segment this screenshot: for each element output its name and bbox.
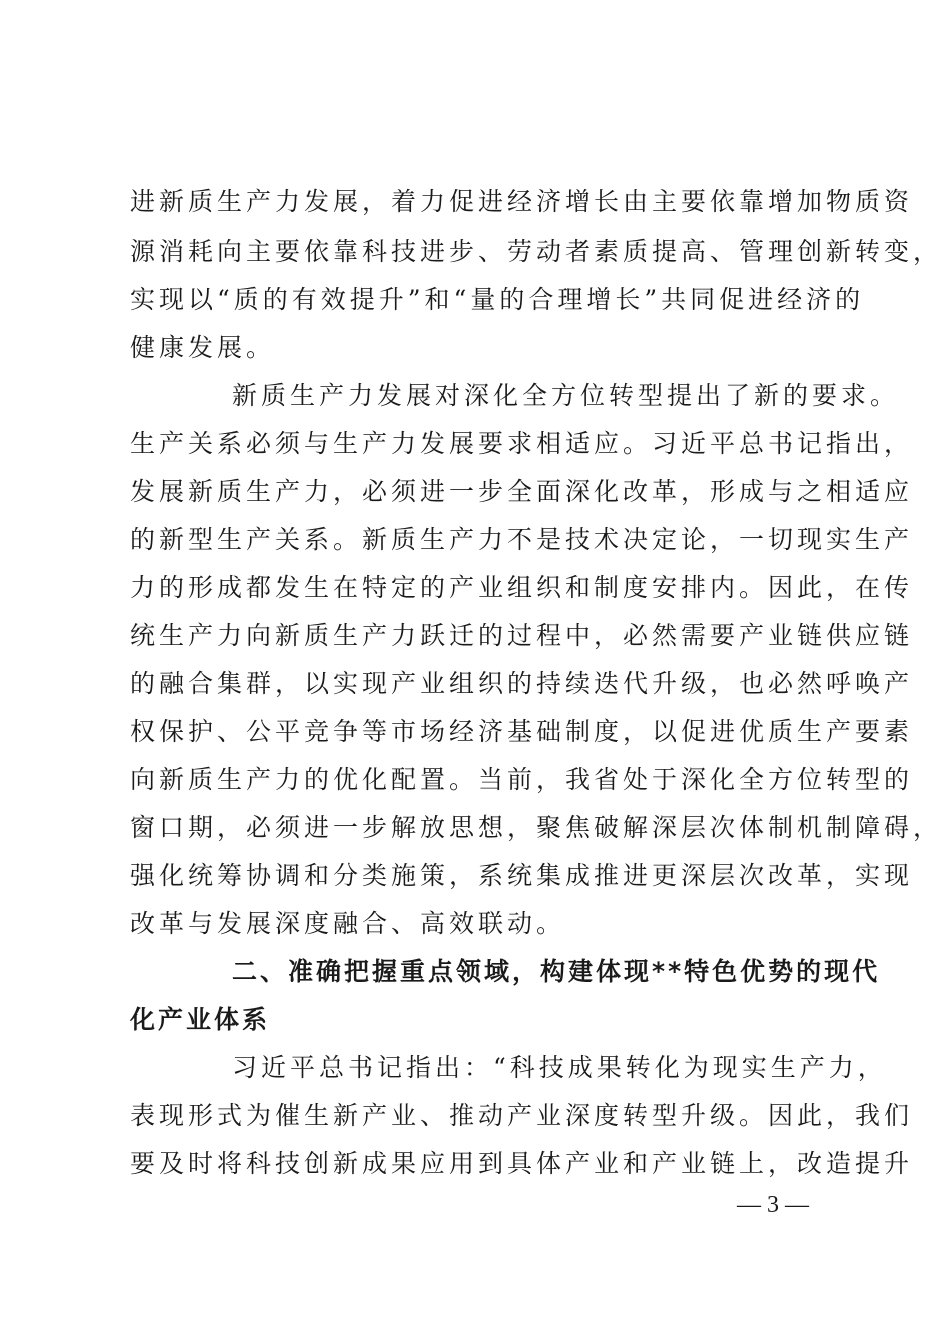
paragraph-line: 实现以“质的有效提升”和“量的合理增长”共同促进经济的 [130,285,865,314]
paragraph-line: 统生产力向新质生产力跃迁的过程中，必然需要产业链供应链 [130,621,914,650]
paragraph-line: 权保护、公平竞争等市场经济基础制度，以促进优质生产要素 [130,717,914,746]
paragraph-line: 的融合集群，以实现产业组织的持续迭代升级，也必然呼唤产 [130,669,914,698]
paragraph-line: 窗口期，必须进一步解放思想，聚焦破解深层次体制机制障碍， [130,813,943,842]
paragraph-line: 要及时将科技创新成果应用到具体产业和产业链上，改造提升 [130,1149,914,1178]
paragraph-line: 改革与发展深度融合、高效联动。 [130,909,566,938]
section-heading-continued: 化产业体系 [130,1005,271,1034]
paragraph-line: 新质生产力发展对深化全方位转型提出了新的要求。 [232,381,900,410]
paragraph-line: 进新质生产力发展，着力促进经济增长由主要依靠增加物质资 [130,187,914,216]
paragraph-line: 向新质生产力的优化配置。当前，我省处于深化全方位转型的 [130,765,914,794]
paragraph-line: 表现形式为催生新产业、推动产业深度转型升级。因此，我们 [130,1101,914,1130]
paragraph-line: 力的形成都发生在特定的产业组织和制度安排内。因此，在传 [130,573,914,602]
paragraph-line: 生产关系必须与生产力发展要求相适应。习近平总书记指出， [130,429,914,458]
paragraph-line: 健康发展。 [130,333,276,362]
paragraph-line: 强化统筹协调和分类施策，系统集成推进更深层次改革，实现 [130,861,914,890]
paragraph-line: 发展新质生产力，必须进一步全面深化改革，形成与之相适应 [130,477,914,506]
paragraph-line: 习近平总书记指出：“科技成果转化为现实生产力， [232,1053,887,1082]
paragraph-line: 的新型生产关系。新质生产力不是技术决定论，一切现实生产 [130,525,914,554]
paragraph-line: 源消耗向主要依靠科技进步、劳动者素质提高、管理创新转变， [130,237,943,266]
page-number: — 3 — [737,1192,809,1218]
section-heading: 二、准确把握重点领域，构建体现**特色优势的现代 [232,957,881,986]
